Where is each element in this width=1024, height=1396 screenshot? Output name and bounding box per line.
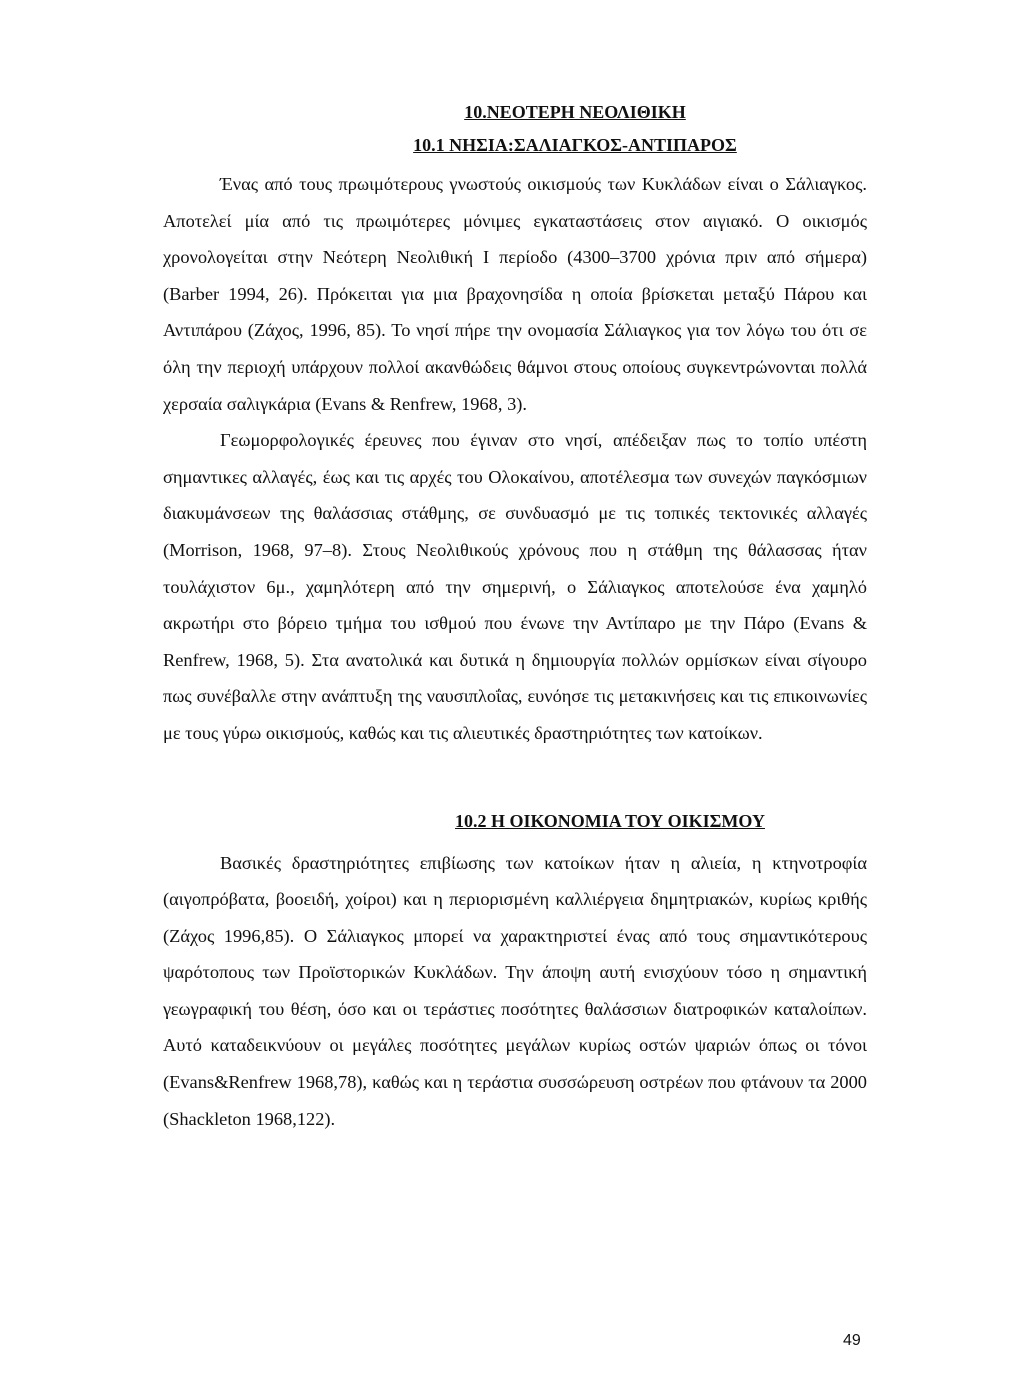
section-title-1: 10.1 ΝΗΣΙΑ:ΣΑΛΙΑΓΚΟΣ-ΑΝΤΙΠΑΡΟΣ [413,135,737,155]
paragraph: Ένας από τους πρωιμότερους γνωστούς οικισμούς των Κυκλάδων είναι ο Σάλιαγκος. Αποτελεί μία από τις πρωιμότερες μόνιμες εγκαταστάσεις στον αιγιακό. Ο οικισμός χρονολογείται στην Νεότερη Νεολιθική Ι περίοδο (4300–3700 χρόνια πριν από σήμερα) (Barber 1994, 26). Πρόκειται για μια βραχονησίδα η οποία βρίσκεται μεταξύ Πάρου και Αντιπάρου (Ζάχος, 1996, 85). Το νησί πήρε την ονομασία Σάλιαγκος για τον λόγω του ότι σε όλη την περιοχή υπάρχουν πολλοί ακανθώδεις θάμνοι στους οποίους συγκεντρώνονται πολλά χερσαία σαλιγκάρια (Evans & Renfrew, 1968, 3). [163,174,867,414]
chapter-title: 10.ΝΕΟΤΕΡΗ ΝΕΟΛΙΘΙΚΗ [464,102,686,122]
paragraph: Βασικές δραστηριότητες επιβίωσης των κατοίκων ήταν η αλιεία, η κτηνοτροφία (αιγοπρόβατα, βοοειδή, χοίροι) και η περιορισμένη καλλιέργεια δημητριακών, κυρίως κριθής (Ζάχος 1996,85). Ο Σάλιαγκος μπορεί να χαρακτηριστεί ένας από τους σημαντικότερους ψαρότοπους των Προϊστορικών Κυκλάδων. Την άποψη αυτή ενισχύουν τόσο η σημαντική γεωγραφική του θέση, όσο και οι τεράστιες ποσότητες θαλάσσιων διατροφικών καταλοίπων. Αυτό καταδεικνύουν οι μεγάλες ποσότητες μεγάλων κυρίως οστών ψαριών όπως οι τόνοι (Evans&Renfrew 1968,78), καθώς και η τεράστια συσσώρευση οστρέων που φτάνουν τα 2000 (Shackleton 1968,122). [163,852,867,1129]
document-page [163,0,867,1137]
paragraph: Γεωμορφολογικές έρευνες που έγιναν στο νησί, απέδειξαν πως το τοπίο υπέστη σημαντικες αλλαγές, έως και τις αρχές του Ολοκαίνου, αποτέλεσμα των συνεχών παγκόσμιων διακυμάνσεων της θαλάσσιας στάθμης, σε συνδυασμό με τις τοπικές τεκτονικές αλλαγές (Morrison, 1968, 97–8). Στους Νεολιθικούς χρόνους που η στάθμη της θάλασσας ήταν τουλάχιστον 6μ., χαμηλότερη από την σημερινή, ο Σάλιαγκος αποτελούσε ένα χαμηλό ακρωτήρι στο βόρειο τμήμα του ισθμού που ένωνε την Αντίπαρο με την Πάρο (Evans & Renfrew, 1968, 5). Στα ανατολικά και δυτικά η δημιουργία πολλών ορμίσκων είναι σίγουρο πως συνέβαλλε στην ανάπτυξη της ναυσιπλοΐας, ευνόησε τις μετακινήσεις και τις επικοινωνίες με τους γύρω οικισμούς, καθώς και τις αλιευτικές δραστηριότητες των κατοίκων. [163,430,867,743]
section-title-2: 10.2 Η ΟΙΚΟΝΟΜΙΑ ΤΟΥ ΟΙΚΙΣΜΟΥ [455,810,765,831]
page-number: 49 [843,1332,861,1349]
